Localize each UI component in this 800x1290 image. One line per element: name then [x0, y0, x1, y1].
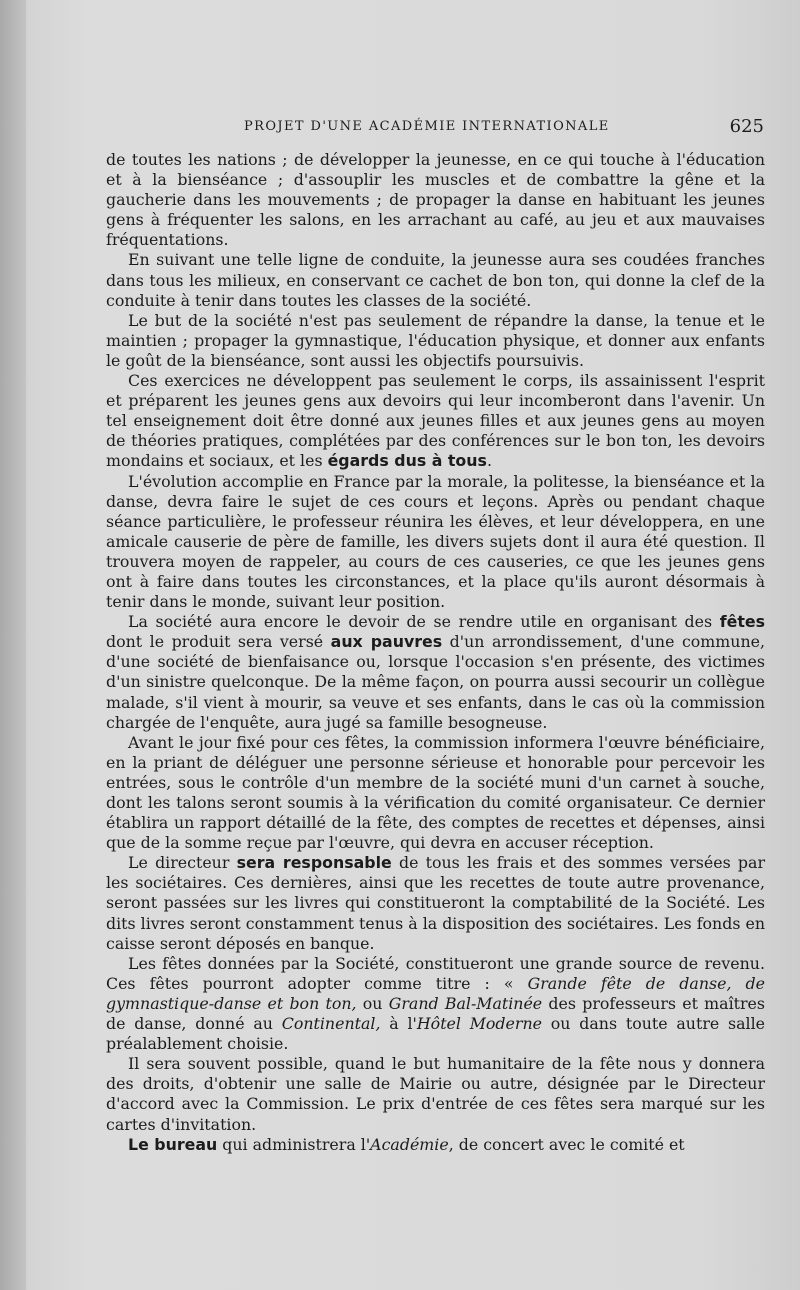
paragraph	[106, 1054, 765, 1134]
text-run: La société aura encore le devoir de se rendre utile en organisant des	[128, 612, 720, 632]
text-run: Le directeur	[128, 853, 237, 873]
paragraph	[106, 1135, 765, 1155]
italic-phrase: Grand Bal-Matinée	[388, 993, 543, 1013]
paragraph	[106, 371, 765, 471]
text-run: de tous les frais et des sommes versées par les sociétaires. Ces dernières, ainsi que les recettes de toute autre provenance, seront passées sur les livres qui constitueront la comptabilité de la Société. Les dits livres seront constamment tenus à la disposition des sociétaires. Les fonds en caisse seront déposés en banque.	[106, 853, 765, 953]
text-run: de toutes les nations ; de développer la jeunesse, en ce qui touche à l'éducation et à la bienséance ; d'assouplir les muscles et de combattre la gêne et la gaucherie dans les mouvements ; de propager la danse en habituant les jeunes gens à fréquenter les salons, en les arrachant au café, au jeu et aux mauvaises fréquentations.	[106, 150, 765, 250]
paragraph	[106, 311, 765, 371]
text-run: d'un arrondissement, d'une commune, d'une société de bienfaisance ou, lorsque l'occasion s'en présente, des victimes d'un sinistre quelconque. De la même façon, on pourra aussi secourir un collègue malade, s'il vient à mourir, sa veuve et ses enfants, dans le cas où la commission chargée de l'enquête, aura jugé sa famille besogneuse.	[106, 632, 765, 732]
text-run: ou	[356, 993, 389, 1013]
paragraph	[106, 612, 765, 733]
paragraph	[106, 853, 765, 953]
paragraph	[106, 150, 765, 250]
bold-phrase: Le bureau	[128, 1134, 218, 1154]
running-header	[244, 116, 764, 140]
text-run: Ces exercices ne développent pas seulement le corps, ils assainissent l'esprit et préparent les jeunes gens aux devoirs qui leur incomberont dans l'avenir. Un tel enseignement doit être donné aux jeunes filles et aux jeunes gens au moyen de théories pratiques, complétées par des conférences sur le bon ton, les devoirs mondains et sociaux, et les	[106, 371, 765, 471]
text-run: à l'	[380, 1014, 417, 1034]
page-gutter-shadow	[0, 0, 26, 1290]
text-run: Le but de la société n'est pas seulement de répandre la danse, la tenue et le maintien ; propager la gymnastique, l'éducation physique, et donner aux enfants le goût de la bienséance, sont aussi les objectifs poursuivis.	[106, 310, 765, 370]
text-run: , de concert avec le comité et	[448, 1134, 685, 1154]
bold-phrase: sera responsable	[236, 853, 392, 873]
paragraph	[106, 250, 765, 310]
body-text	[106, 150, 765, 1155]
text-run: Avant le jour fixé pour ces fêtes, la commission informera l'œuvre bénéficiaire, en la priant de déléguer une personne sérieuse et honorable pour percevoir les entrées, sous le contrôle d'un membre de la société muni d'un carnet à souche, dont les talons seront soumis à la vérification du comité organisateur. Ce dernier établira un rapport détaillé de la fête, des comptes de recettes et dépenses, ainsi que de la somme reçue par l'œuvre, qui devra en accuser réception.	[106, 732, 765, 853]
running-title: PROJET D'UNE ACADÉMIE INTERNATIONALE	[244, 119, 610, 134]
text-run: des professeurs et maîtres de danse, donné au	[106, 993, 765, 1034]
paragraph	[106, 733, 765, 854]
text-run: .	[486, 451, 492, 471]
text-run: En suivant une telle ligne de conduite, la jeunesse aura ses coudées franches dans tous les milieux, en conservant ce cachet de bon ton, qui donne la clef de la conduite à tenir dans toutes les classes de la société.	[106, 250, 765, 310]
italic-phrase: Hôtel Moderne	[416, 1014, 542, 1034]
text-run: dont le produit sera versé	[106, 632, 331, 652]
bold-phrase: aux pauvres	[330, 632, 443, 652]
italic-phrase: Continental,	[281, 1014, 381, 1034]
text-run: Il sera souvent possible, quand le but humanitaire de la fête nous y donnera des droits, d'obtenir une salle de Mairie ou autre, désignée par le Directeur d'accord avec la Commission. Le prix d'entrée de ces fêtes sera marqué sur les cartes d'invitation.	[106, 1054, 765, 1134]
italic-phrase: Grande fête de danse, de gymnastique-danse et bon ton,	[106, 973, 765, 1013]
page-number: 625	[729, 116, 764, 137]
text-run: qui administrera l'	[217, 1134, 371, 1154]
paragraph	[106, 472, 765, 613]
text-run: Les fêtes données par la Société, constitueront une grande source de revenu. Ces fêtes pourront adopter comme titre : «	[106, 953, 765, 993]
paragraph	[106, 954, 765, 1054]
text-run: L'évolution accomplie en France par la morale, la politesse, la bienséance et la danse, devra faire le sujet de ces cours et leçons. Après ou pendant chaque séance particulière, le professeur réunira les élèves, et leur développera, en une amicale causerie de père de famille, les divers sujets dont il aura été question. Il trouvera moyen de rappeler, au cours de ces causeries, ce que les jeunes gens ont à faire dans toutes les circonstances, et la place qu'ils auront désormais à tenir dans le monde, suivant leur position.	[106, 471, 765, 612]
text-run: ou dans toute autre salle préalablement choisie.	[106, 1014, 766, 1054]
bold-phrase: égards dus à tous	[327, 451, 487, 471]
italic-phrase: Académie	[370, 1134, 449, 1154]
bold-phrase: fêtes	[719, 612, 765, 632]
